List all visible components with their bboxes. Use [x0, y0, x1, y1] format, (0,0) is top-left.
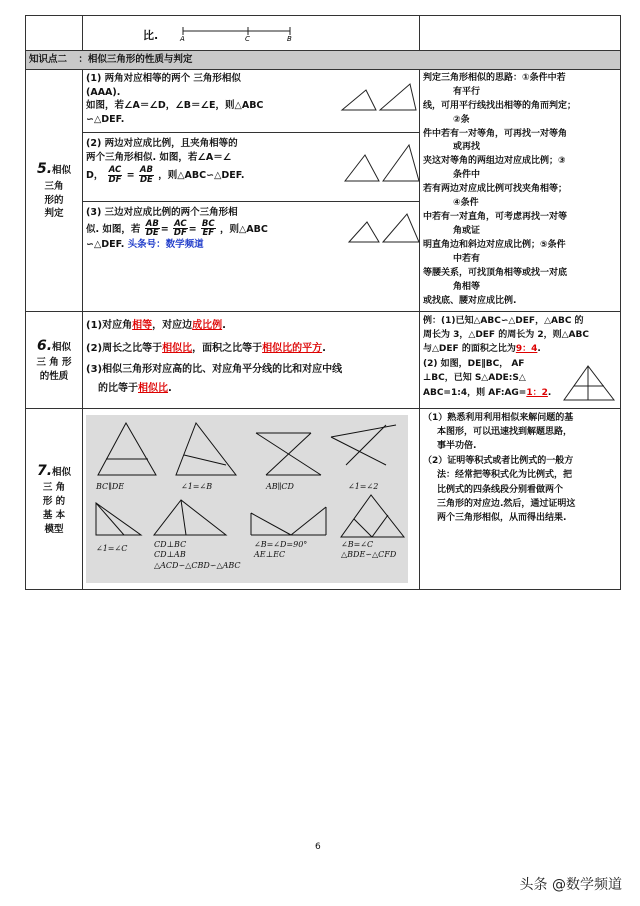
- sss-line3: ∽△DEF. 头条号：数学频道: [86, 239, 204, 251]
- photo-label-6c: △ACD∽△CBD∽△ABC: [154, 560, 241, 570]
- row5-title-4: 判定: [44, 208, 64, 220]
- top-row-text: 比.: [143, 29, 159, 42]
- sas-figure: [341, 143, 421, 185]
- row5-title-2: 三角: [44, 180, 64, 192]
- aaa-line4: ∽△DEF.: [86, 114, 125, 126]
- property-2: (2)周长之比等于相似比，面积之比等于相似比的平方.: [86, 342, 326, 354]
- row7-title-2: 三 角: [42, 482, 66, 494]
- photo-label-6b: CD⊥AB: [154, 549, 186, 559]
- row5-number: 5.: [36, 161, 53, 178]
- row-7: [26, 408, 621, 589]
- section-label: 知识点二: [29, 54, 68, 65]
- photo-label-6a: CD⊥BC: [154, 539, 187, 549]
- property-3: (3)相似三角形对应高的比、对应角平分线的比和对应中线 的比等于相似比.: [86, 363, 343, 394]
- sas-line2: 两个三角形相似. 如图，若∠A＝∠: [86, 151, 232, 163]
- row5-title-1: 相似: [52, 165, 72, 177]
- section-header: [26, 51, 621, 70]
- row6-title-1: 相似: [52, 341, 72, 353]
- sss-line1: (3) 三边对应成比例的两个三角形相: [86, 206, 238, 218]
- basic-models-photo: [86, 415, 408, 583]
- knowledge-table: [25, 15, 621, 590]
- seg-label-a: A: [180, 35, 185, 42]
- aaa-line1: (1) 两角对应相等的两个 三角形相似: [86, 72, 241, 84]
- row6-title-2: 三 角 形: [36, 357, 72, 369]
- photo-label-3: AB∥CD: [266, 481, 294, 491]
- photo-label-8a: ∠B=∠C: [341, 539, 374, 549]
- example-triangle-figure: [560, 364, 618, 404]
- photo-label-7b: AE⊥EC: [254, 549, 286, 559]
- section-title: ：相似三角形的性质与判定: [78, 54, 193, 65]
- row5-notes: 判定三角形相似的思路：①条件中若 有平行 线，可用平行线找出相等的角而判定； ②条 件中若有一对等角，可再找一对等角 或再找 夹这对等角的两组边对应成比例；③ 条件中 若有两边对应成比例可找夹角相等； ④条件 中若有一对直角，可考虑再找一对等 角或证 明直角边和斜边对应成比例；⑤条件 中若有 等腰关系，可找顶角相等或找一对底 角相等 或找底、腰对应成比例.: [420, 69, 621, 311]
- criterion-sss: [83, 204, 419, 266]
- top-row: [26, 16, 621, 51]
- row-6: [26, 311, 621, 408]
- sss-figure: [345, 210, 421, 246]
- source-label: 头条号：数学频道: [127, 239, 204, 251]
- row5-title-3: 形的: [44, 194, 64, 206]
- row7-models: [83, 408, 420, 589]
- sss-line2: 似. 如图，若 $\frac{AB}{DE}$ = $\frac{AC}{DF}$ = $\frac{BC}{EF}$ ，则△ABC: [86, 218, 268, 239]
- photo-label-8b: △BDE∽△CFD: [341, 549, 397, 559]
- row5-content: [83, 69, 420, 311]
- aaa-line2: (AAA).: [86, 86, 121, 98]
- photo-label-2: ∠1=∠B: [181, 481, 213, 491]
- row6-number: 6.: [36, 337, 53, 354]
- row7-notes: （1）熟悉利用利用相似来解问题的基 本图形，可以迅速找到解题思路， 事半功倍. （2）证明等积式或者比例式的一般方 法：经常把等积式化为比例式，把 比例式的四条线段分别看做两个 三角形的对应边.然后，通过证明这 两个三角形相似，从而得出结果.: [420, 408, 621, 589]
- criterion-sas: [83, 135, 419, 202]
- photo-label-7a: ∠B=∠D=90°: [254, 539, 308, 549]
- sas-line1: (2) 两边对应成比例，且夹角相等的: [86, 137, 238, 149]
- criterion-aaa: [83, 70, 419, 133]
- row7-title-1: 相似: [52, 467, 72, 479]
- row7-title-4: 基 本: [42, 509, 66, 521]
- row6-properties: [83, 311, 420, 408]
- property-1: (1)对应角相等，对应边成比例.: [86, 319, 226, 331]
- row7-heading: [26, 408, 83, 589]
- aaa-line3: 如图，若∠A＝∠D，∠B＝∠E，则△ABC: [86, 100, 264, 112]
- photo-label-1: BC∥DE: [96, 481, 125, 491]
- sas-line3: D， $\frac{AC}{DF}$ = $\frac{AB}{DE}$ ，则△ABC∽△DEF.: [86, 165, 245, 186]
- photo-label-5: ∠1=∠C: [96, 543, 128, 553]
- page-number: 6: [315, 842, 321, 852]
- row6-title-3: 的性质: [39, 370, 69, 382]
- photo-label-4: ∠1=∠2: [348, 481, 379, 491]
- row7-number: 7.: [36, 463, 53, 480]
- seg-label-c: C: [245, 35, 250, 42]
- source-watermark: 头条 @数学频道: [519, 877, 622, 893]
- row-5: [26, 69, 621, 311]
- segment-figure: [178, 20, 298, 42]
- row7-title-3: 形 的: [42, 496, 66, 508]
- row7-title-5: 模型: [44, 523, 64, 535]
- row5-heading: [26, 69, 83, 311]
- seg-label-b: B: [287, 35, 292, 42]
- row6-examples: 例：(1)已知△ABC∽△DEF，△ABC 的 周长为 3，△DEF 的周长为 2，则△ABC 与△DEF 的面积之比为9：4. (2) 如图，DE∥BC， AF ⊥BC，已知 S△ADE:S△ ABC=1:4，则 AF:AG=1：2.: [420, 311, 621, 408]
- aaa-figure: [338, 82, 418, 114]
- row6-heading: [26, 311, 83, 408]
